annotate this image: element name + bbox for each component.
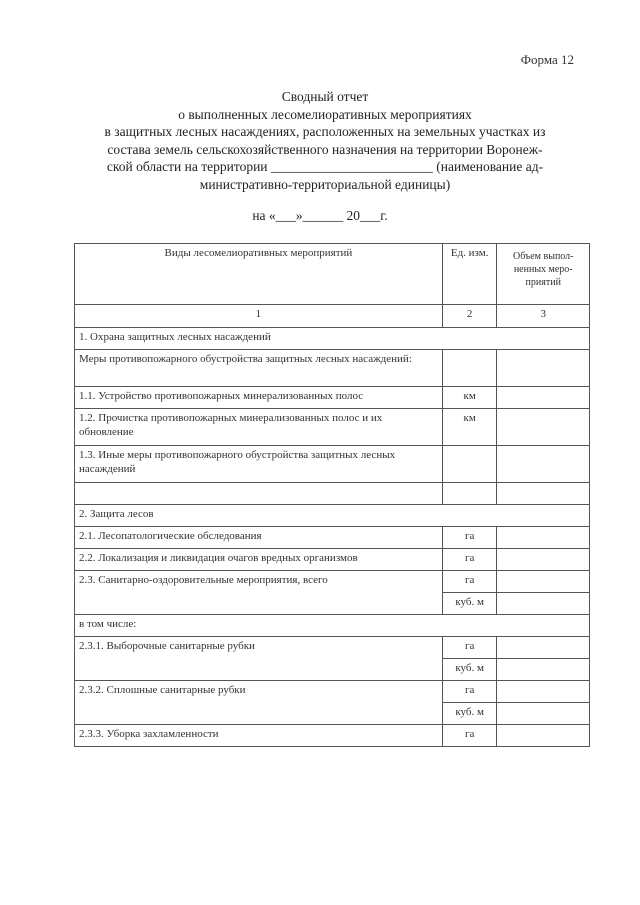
row-unit: км [442,409,497,446]
row-name: 2.3. Санитарно-оздоровительные мероприятия, всего [75,571,443,615]
row-volume [497,703,590,725]
row-volume [497,483,590,505]
title-line-1: Сводный отчет [281,89,369,104]
table-row [75,387,590,409]
row-name: 2.3.2. Сплошные санитарные рубки [75,681,443,725]
row-volume [497,387,590,409]
row-unit: куб. м [442,593,497,615]
row-name: Меры противопожарного обустройства защитных лесных насаждений: [75,350,443,387]
column-number-row [75,305,590,328]
row-volume [497,681,590,703]
row-volume [497,350,590,387]
table-row [75,350,590,387]
table-header-row [75,244,590,305]
table-row [75,549,590,571]
table-row [75,409,590,446]
row-name: 1.1. Устройство противопожарных минерализованных полос [75,387,443,409]
title-line-4: состава земель сельскохозяйственного назначения на территории Воронеж- [107,141,543,157]
row-name [75,483,443,505]
row-unit: га [442,725,497,747]
row-volume [497,409,590,446]
row-volume [497,593,590,615]
column-number: 2 [442,305,497,328]
table-row [75,328,590,350]
column-number: 1 [75,305,443,328]
row-name: 2.3.3. Уборка захламленности [75,725,443,747]
header-volume: Объем выпол-ненных меро-приятий [497,244,590,305]
row-name: 2.3.1. Выборочные санитарные рубки [75,637,443,681]
row-volume [497,637,590,659]
report-date-line: на «___»______ 20___г. [252,208,388,223]
table-row [75,725,590,747]
row-name: 1.3. Иные меры противопожарного обустройства защитных лесных насаждений [75,446,443,483]
section-heading: 1. Охрана защитных лесных насаждений [75,328,590,350]
row-unit: га [442,571,497,593]
row-unit: га [442,681,497,703]
table-row [75,527,590,549]
section-heading: 2. Защита лесов [75,505,590,527]
table-row [75,505,590,527]
row-name: 2.1. Лесопатологические обследования [75,527,443,549]
header-activity-types: Виды лесомелиоративных мероприятий [75,244,443,305]
report-title [60,88,590,193]
header-unit: Ед. изм. [442,244,497,305]
title-line-2: о выполненных лесомелиоративных мероприятиях [178,106,472,122]
table-row [75,637,590,659]
row-volume [497,659,590,681]
row-unit: куб. м [442,659,497,681]
form-number: Форма 12 [520,52,574,67]
row-volume [497,571,590,593]
table-row [75,483,590,505]
title-line-5: ской области на территории ________________________ (наименование ад- [106,159,544,174]
row-volume [497,725,590,747]
table-row [75,571,590,593]
row-unit [442,350,497,387]
row-unit: га [442,637,497,659]
report-table [74,243,590,747]
table-row [75,615,590,637]
row-unit: га [442,527,497,549]
table-row [75,446,590,483]
table-row [75,681,590,703]
title-line-6: министративно-территориальной единицы) [199,176,451,192]
title-line-3: в защитных лесных насаждениях, расположенных на земельных участках из [104,124,546,139]
row-name: 1.2. Прочистка противопожарных минерализованных полос и их обновление [75,409,443,446]
row-unit: га [442,549,497,571]
row-unit [442,483,497,505]
row-unit: куб. м [442,703,497,725]
row-volume [497,549,590,571]
row-unit: км [442,387,497,409]
row-name: в том числе: [75,615,590,637]
row-volume [497,446,590,483]
row-name: 2.2. Локализация и ликвидация очагов вредных организмов [75,549,443,571]
row-unit [442,446,497,483]
row-volume [497,527,590,549]
column-number: 3 [497,305,590,328]
